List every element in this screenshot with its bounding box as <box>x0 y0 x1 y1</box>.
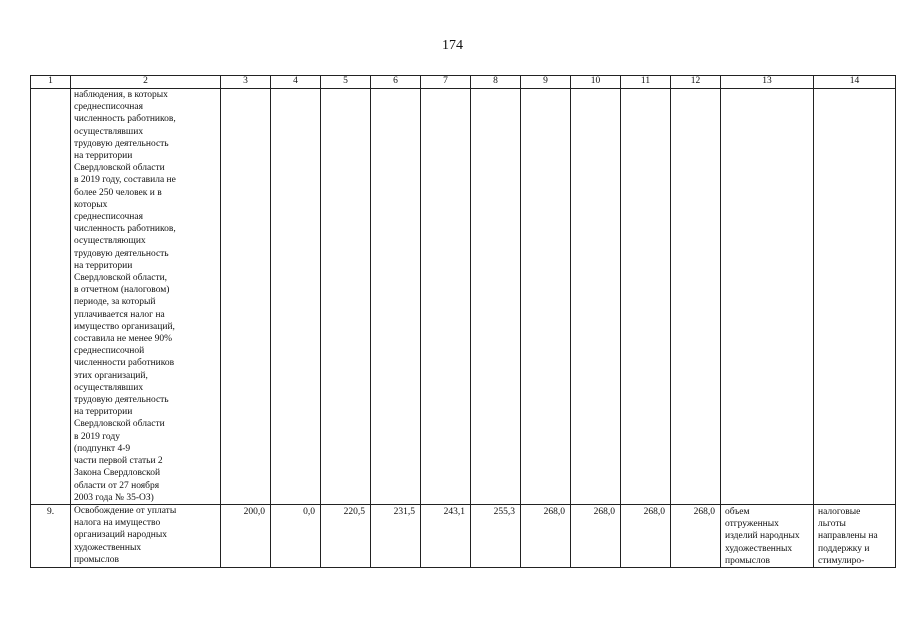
empty-cell <box>471 89 521 505</box>
value-cell: 0,0 <box>271 504 321 567</box>
empty-cell <box>521 89 571 505</box>
empty-cell <box>571 89 621 505</box>
indicator-text: объем отгруженных изделий народных художественных промыслов <box>725 506 800 566</box>
column-header: 3 <box>221 76 271 89</box>
page-number: 174 <box>442 38 463 53</box>
empty-cell <box>271 89 321 505</box>
value-cell: 231,5 <box>371 504 421 567</box>
column-header: 6 <box>371 76 421 89</box>
table-row-9 <box>31 504 896 567</box>
value-cell: 220,5 <box>321 504 371 567</box>
column-header: 13 <box>721 76 814 89</box>
empty-cell <box>814 89 896 505</box>
column-header: 4 <box>271 76 321 89</box>
value-cell: 268,0 <box>571 504 621 567</box>
column-header: 9 <box>521 76 571 89</box>
value-cell: 255,3 <box>471 504 521 567</box>
column-header: 14 <box>814 76 896 89</box>
value-cell: 200,0 <box>221 504 271 567</box>
empty-cell <box>721 89 814 505</box>
column-header: 8 <box>471 76 521 89</box>
empty-cell <box>321 89 371 505</box>
value-cell: 268,0 <box>621 504 671 567</box>
row-number-cell: 9. <box>31 504 71 567</box>
column-header: 7 <box>421 76 471 89</box>
row-description-text: наблюдения, в которых среднесписочная численность работников, осуществлявших трудовую деятельность на территории Свердловской области в 2019 году, составила не более 250 человек и в которых среднесписочная численность работников, осуществляющих трудовую деятельность на территории Свердловской области, в отчетном (налоговом) периоде, за который уплачивается налог на имущество организаций, составила не менее 90% среднесписочной численности работников этих организаций, осуществлявших трудовую деятельность на территории Свердловской области в 2019 году (подпункт 4-9 части первой статьи 2 Закона Свердловской области от 27 ноября 2003 года № 35-ОЗ) <box>74 90 176 503</box>
purpose-cell <box>814 504 896 567</box>
value-cell: 243,1 <box>421 504 471 567</box>
empty-cell <box>671 89 721 505</box>
row-number-cell <box>31 89 71 505</box>
empty-cell <box>371 89 421 505</box>
column-header: 2 <box>71 76 221 89</box>
purpose-text: налоговые льготы направлены на поддержку и стимулиро- <box>818 506 878 566</box>
indicator-cell <box>721 504 814 567</box>
table-row-continued <box>31 89 896 505</box>
column-header: 11 <box>621 76 671 89</box>
data-table <box>30 75 896 568</box>
row-description-cell <box>71 504 221 567</box>
table-header-row <box>31 76 896 89</box>
column-header: 1 <box>31 76 71 89</box>
column-header: 10 <box>571 76 621 89</box>
value-cell: 268,0 <box>671 504 721 567</box>
row-description-cell <box>71 89 221 505</box>
column-header: 12 <box>671 76 721 89</box>
empty-cell <box>421 89 471 505</box>
row-description-text: Освобождение от уплаты налога на имущество организаций народных художественных промыслов <box>74 505 177 565</box>
value-cell: 268,0 <box>521 504 571 567</box>
column-header: 5 <box>321 76 371 89</box>
empty-cell <box>621 89 671 505</box>
empty-cell <box>221 89 271 505</box>
